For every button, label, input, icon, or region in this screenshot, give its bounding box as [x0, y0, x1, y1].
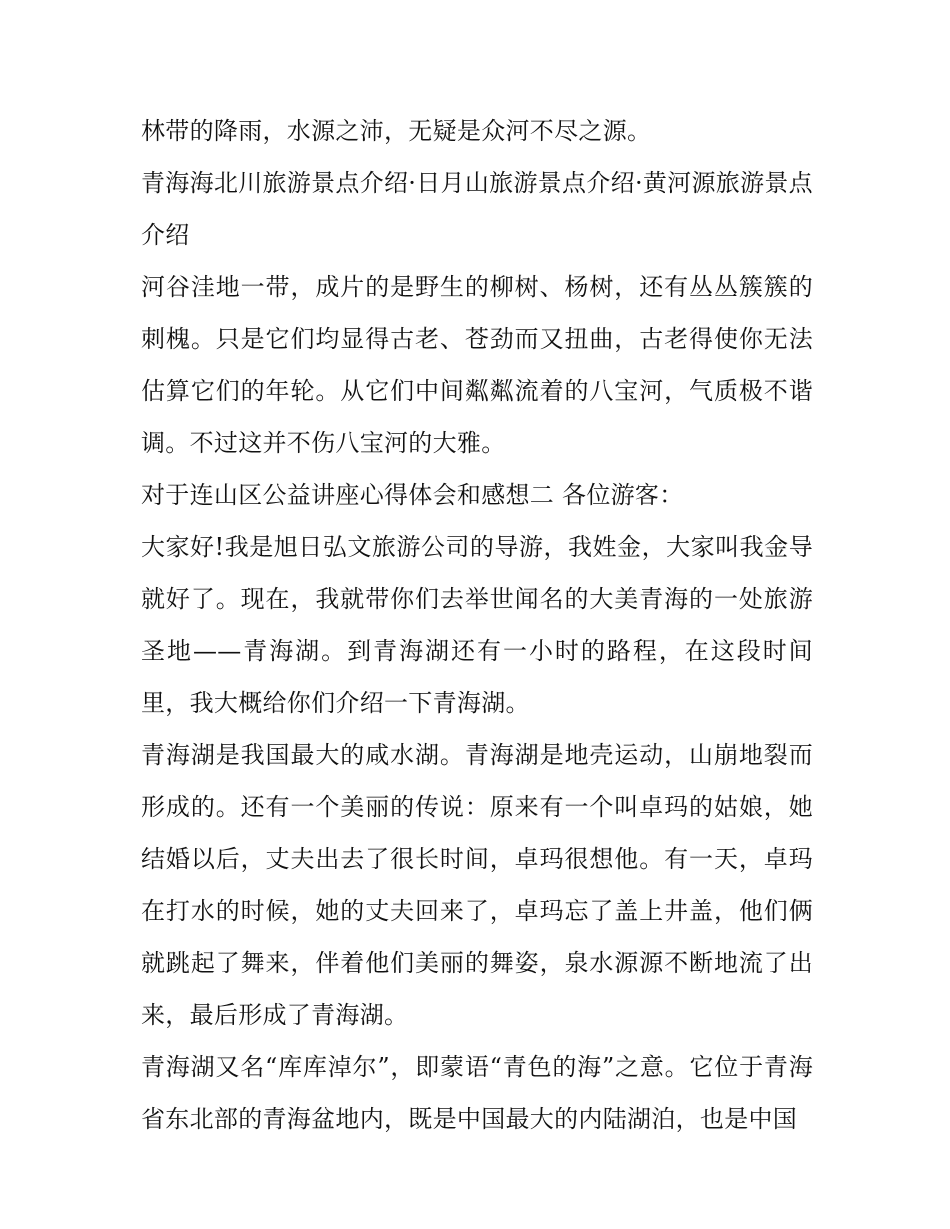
- paragraph-4: 对于连山区公益讲座心得体会和感想二 各位游客：: [141, 481, 684, 509]
- paragraph-7: 青海湖又名“库库淖尔”，即蒙语“青色的海”之意。它位于青海省东北部的青海盆地内，既是中国最大的内陆湖泊，也是中国: [141, 1053, 813, 1133]
- paragraph-3: 河谷洼地一带，成片的是野生的柳树、杨树，还有丛丛簇簇的刺槐。只是它们均显得古老、苍劲而又扭曲，古老得使你无法估算它们的年轮。从它们中间粼粼流着的八宝河，气质极不谐调。不过这并不伤八宝河的大雅。: [141, 273, 813, 457]
- paragraph-2: 青海海北川旅游景点介绍·日月山旅游景点介绍·黄河源旅游景点介绍: [141, 169, 813, 249]
- paragraph-6: 青海湖是我国最大的咸水湖。青海湖是地壳运动，山崩地裂而形成的。还有一个美丽的传说：原来有一个叫卓玛的姑娘，她结婚以后，丈夫出去了很长时间，卓玛很想他。有一天，卓玛在打水的时候，她的丈夫回来了，卓玛忘了盖上井盖，他们俩就跳起了舞来，伴着他们美丽的舞姿，泉水源源不断地流了出来，最后形成了青海湖。: [141, 741, 813, 1029]
- paragraph-5: 大家好!我是旭日弘文旅游公司的导游，我姓金，大家叫我金导就好了。现在，我就带你们去举世闻名的大美青海的一处旅游圣地——青海湖。到青海湖还有一小时的路程，在这段时间里，我大概给你们介绍一下青海湖。: [141, 533, 813, 717]
- paragraph-1: 林带的降雨，水源之沛，无疑是众河不尽之源。: [141, 117, 652, 145]
- document-body: [141, 105, 813, 1145]
